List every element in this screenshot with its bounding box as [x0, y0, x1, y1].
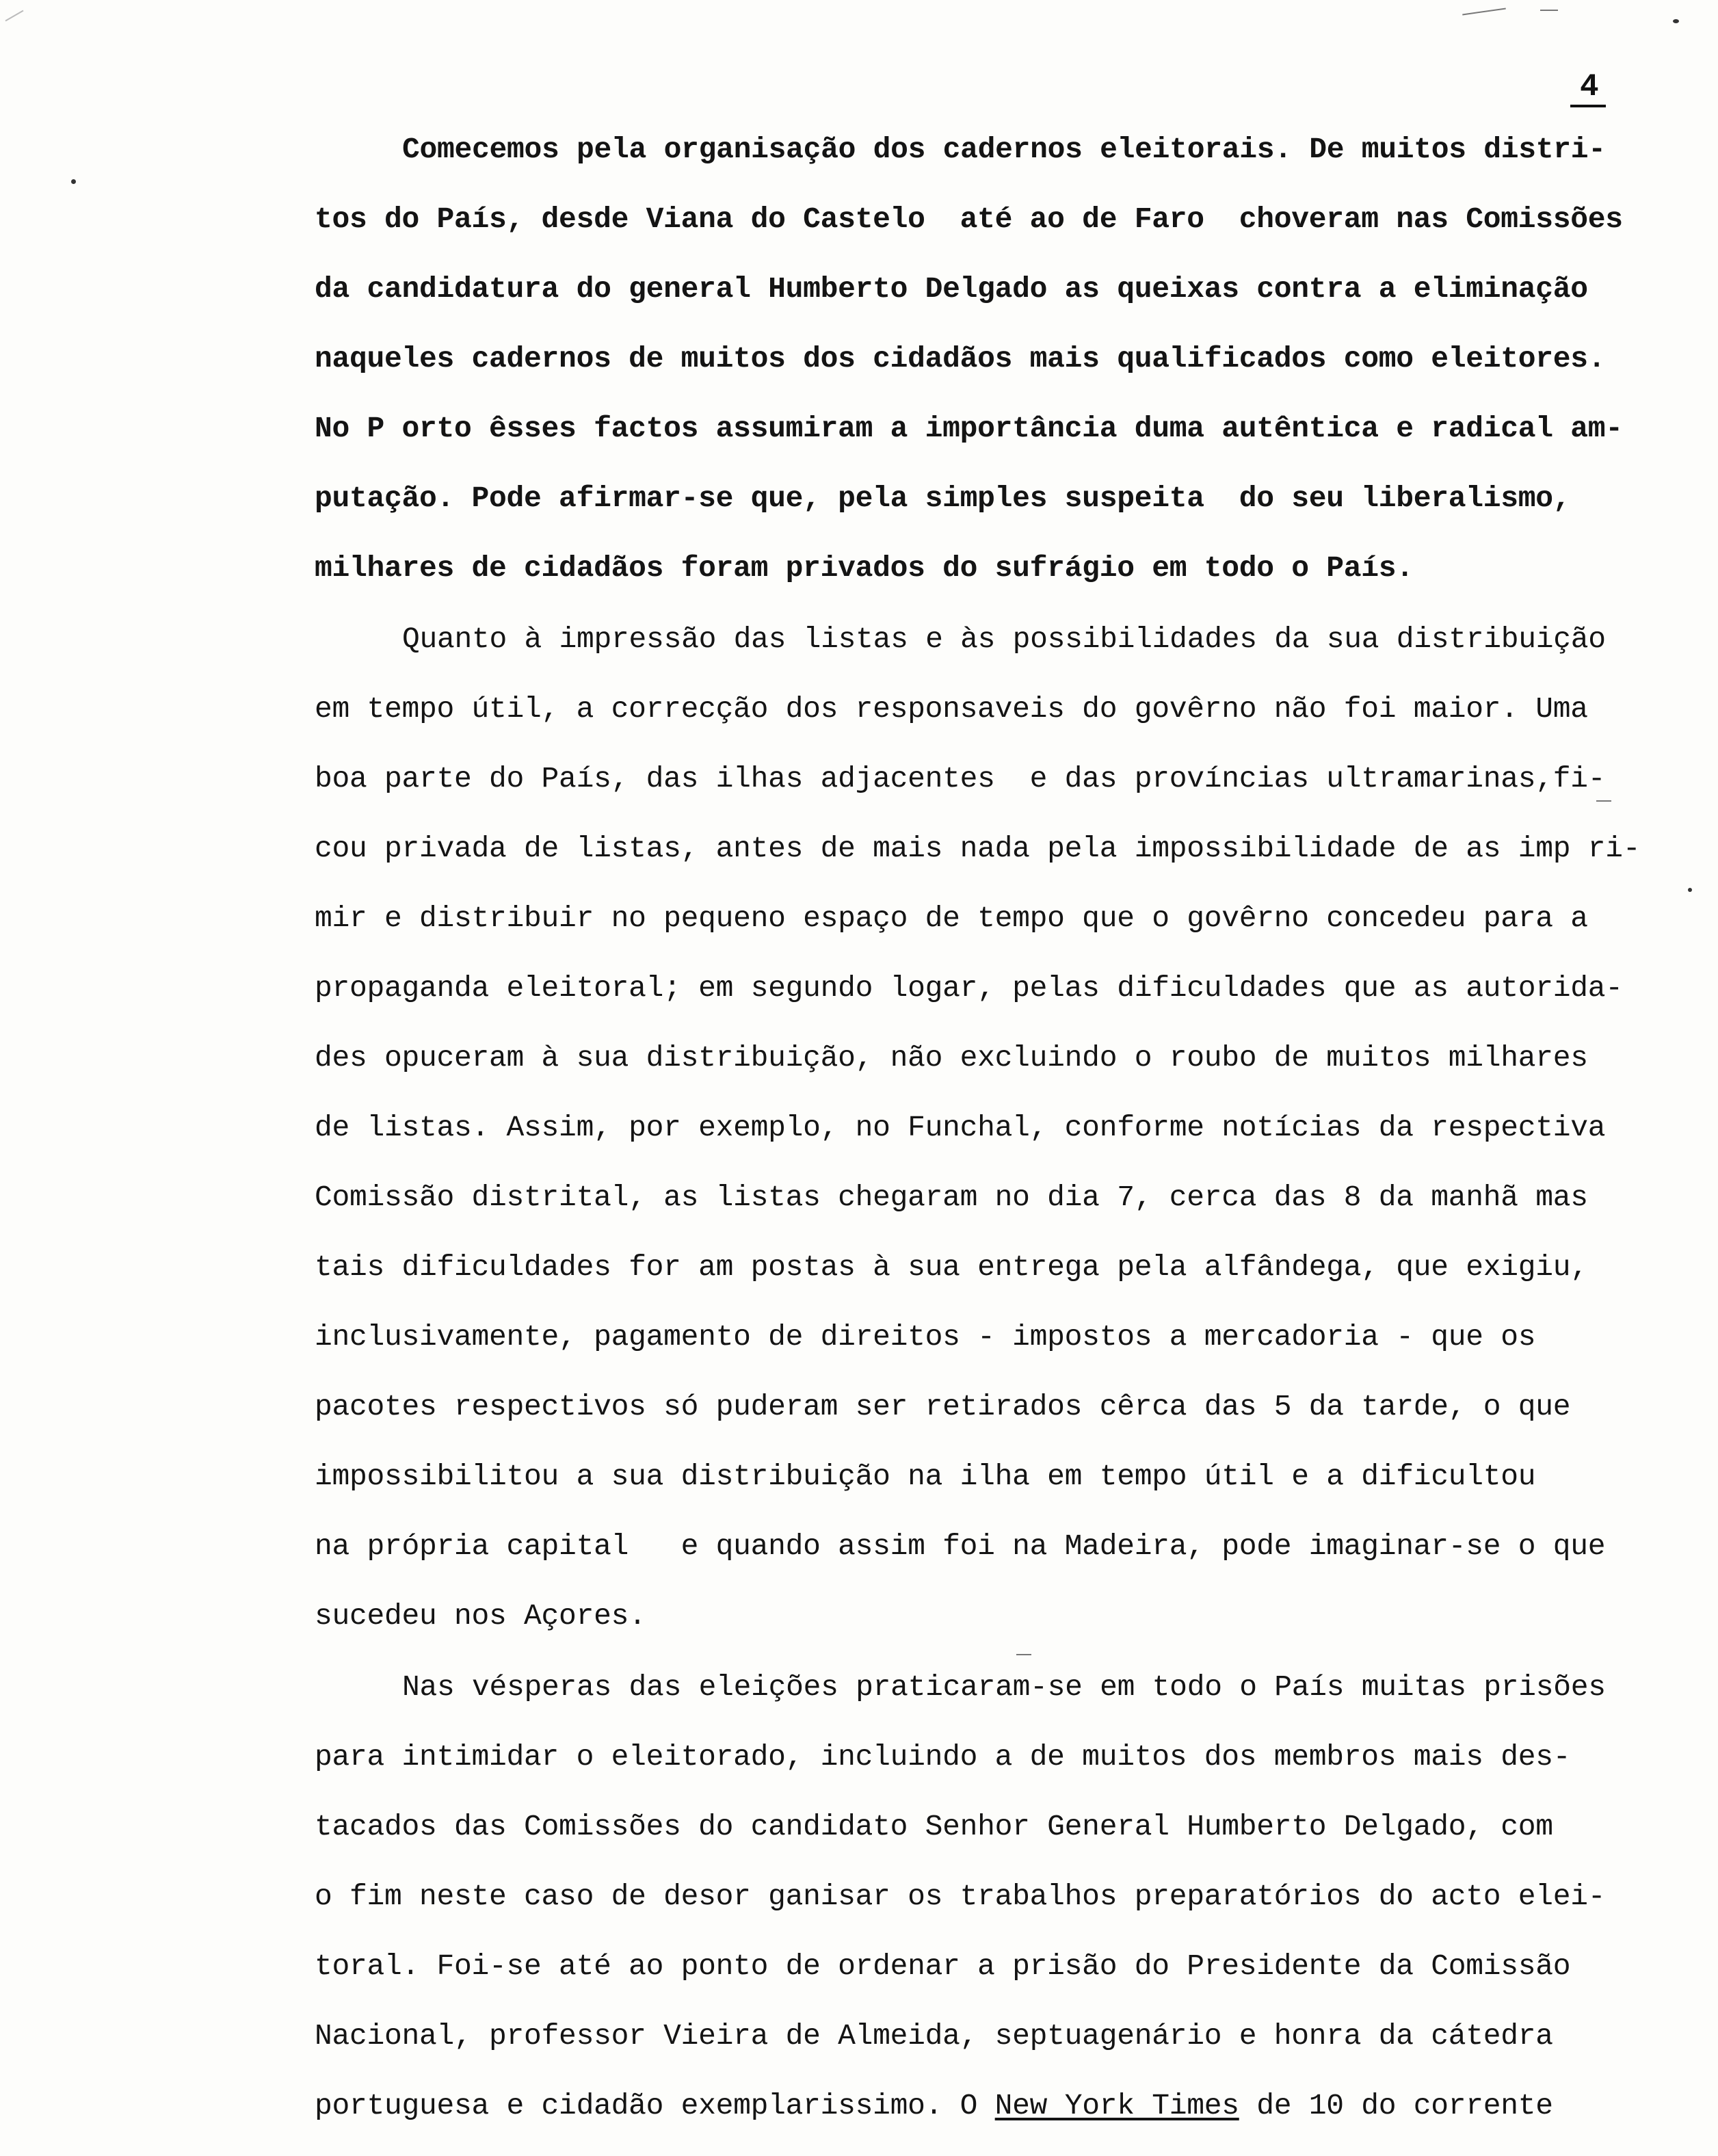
text-line: de listas. Assim, por exemplo, no Funchal, conforme notícias da respectiva — [315, 1111, 1606, 1144]
scan-scuff — [1016, 1654, 1031, 1655]
scan-scuff — [1462, 8, 1506, 16]
text-line: na própria capital e quando assim foi na Madeira, pode imaginar-se o que — [315, 1529, 1606, 1563]
page-number: 4 — [1570, 70, 1606, 107]
paragraph-arrests — [315, 1653, 1614, 2141]
text-line: sucedeu nos Açores. — [315, 1599, 646, 1633]
text-fragment: portuguesa e cidadão exemplarissimo. O — [315, 2089, 995, 2122]
text-line: toral. Foi-se até ao ponto de ordenar a prisão do Presidente da Comissão — [315, 1949, 1571, 1983]
scan-scuff — [1596, 800, 1611, 802]
text-line: boa parte do País, das ilhas adjacentes e das províncias ultramarinas,fi- — [315, 762, 1606, 796]
text-line: inclusivamente, pagamento de direitos - impostos a mercadoria - que os — [315, 1320, 1536, 1354]
text-line: Comissão distrital, as listas chegaram no dia 7, cerca das 8 da manhã mas — [315, 1181, 1588, 1214]
text-line: naqueles cadernos de muitos dos cidadãos mais qualificados como eleitores. — [315, 342, 1606, 376]
text-line: tos do País, desde Viana do Castelo até ao de Faro choveram nas Comissões — [315, 202, 1623, 236]
scan-speck — [71, 179, 76, 184]
text-line-last — [315, 2071, 1614, 2141]
text-line: des opuceram à sua distribuição, não excluindo o roubo de muitos milhares — [315, 1041, 1588, 1075]
text-line: o fim neste caso de desor ganisar os trabalhos preparatórios do acto elei- — [315, 1880, 1606, 1913]
text-line: tais dificuldades for am postas à sua entrega pela alfândega, que exigiu, — [315, 1250, 1588, 1284]
text-line: Nacional, professor Vieira de Almeida, septuagenário e honra da cátedra — [315, 2019, 1553, 2053]
paragraph-electoral-rolls — [315, 115, 1623, 603]
text-line: tacados das Comissões do candidato Senhor General Humberto Delgado, com — [315, 1810, 1553, 1843]
text-line: em tempo útil, a correcção dos responsaveis do govêrno não foi maior. Uma — [315, 692, 1588, 726]
scan-scuff — [1540, 10, 1558, 11]
scan-scuff — [5, 10, 24, 22]
text-line: propaganda eleitoral; em segundo logar, pelas dificuldades que as autorida- — [315, 971, 1623, 1005]
text-line: Nas vésperas das eleições praticaram-se em todo o País muitas prisões — [402, 1670, 1606, 1704]
text-line: Comecemos pela organisação dos cadernos eleitorais. De muitos distri- — [402, 133, 1606, 166]
text-fragment: de 10 do corrente — [1239, 2089, 1553, 2122]
text-line: mir e distribuir no pequeno espaço de tempo que o govêrno concedeu para a — [315, 902, 1588, 935]
typed-text-body — [315, 115, 1641, 2141]
text-line: da candidatura do general Humberto Delgado as queixas contra a eliminação — [315, 272, 1588, 306]
text-line: No P orto êsses factos assumiram a importância duma autêntica e radical am- — [315, 412, 1623, 445]
text-line: cou privada de listas, antes de mais nada pela impossibilidade de as imp ri- — [315, 832, 1641, 865]
scan-speck — [1688, 888, 1692, 892]
scan-speck — [1673, 19, 1679, 23]
text-line: para intimidar o eleitorado, incluindo a de muitos dos membros mais des- — [315, 1740, 1571, 1774]
text-line: putação. Pode afirmar-se que, pela simples suspeita do seu liberalismo, — [315, 482, 1571, 515]
text-line: Quanto à impressão das listas e às possibilidades da sua distribuição — [402, 622, 1606, 656]
paragraph-ballot-lists — [315, 605, 1641, 1651]
text-line: impossibilitou a sua distribuição na ilha em tempo útil e a dificultou — [315, 1460, 1536, 1493]
text-line: milhares de cidadãos foram privados do sufrágio em todo o País. — [315, 551, 1414, 585]
text-line: pacotes respectivos só puderam ser retirados cêrca das 5 da tarde, o que — [315, 1390, 1571, 1423]
newspaper-title: New York Times — [994, 2089, 1239, 2122]
